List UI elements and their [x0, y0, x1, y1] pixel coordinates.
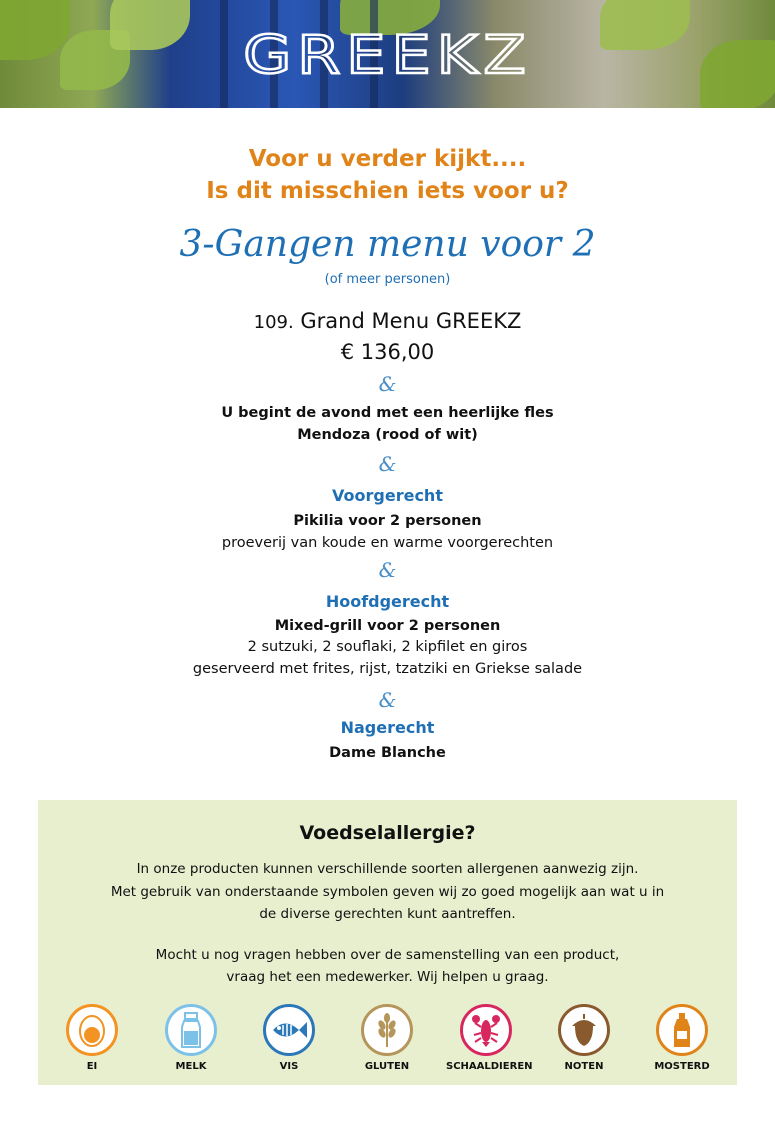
ampersand-divider: & — [378, 688, 397, 712]
main-heading: Hoofdgerecht — [325, 592, 450, 611]
allergen-label: NOTEN — [564, 1061, 604, 1072]
allergy-box — [38, 800, 737, 1085]
intro-line-2: Is dit misschien iets voor u? — [206, 178, 569, 204]
egg-icon — [66, 1004, 118, 1056]
allergen-nuts — [544, 1004, 624, 1072]
menu-subtitle — [0, 272, 775, 287]
milk-icon — [165, 1004, 217, 1056]
menu-name: Grand Menu GREEKZ — [300, 309, 522, 333]
ampersand-divider: & — [378, 372, 397, 396]
allergy-text-line: de diverse gerechten kunt aantreffen. — [259, 906, 516, 922]
allergen-label: MOSTERD — [654, 1061, 710, 1072]
ampersand-divider: & — [378, 558, 397, 582]
main-description-2: geserveerd met frites, rijst, tzatziki en Griekse salade — [192, 661, 583, 677]
allergen-egg — [52, 1004, 132, 1072]
fish-icon — [263, 1004, 315, 1056]
allergen-milk — [151, 1004, 231, 1072]
allergen-label: GLUTEN — [364, 1061, 410, 1072]
menu-number: 109. — [253, 312, 294, 333]
main-dish: Mixed-grill voor 2 personen — [274, 618, 501, 634]
allergy-text-line: vraag het een medewerker. Wij helpen u graag. — [226, 969, 549, 985]
allergen-fish — [249, 1004, 329, 1072]
starter-heading: Voorgerecht — [332, 486, 443, 505]
allergen-label: MELK — [175, 1061, 207, 1072]
brand-logo: GREEKZ — [243, 23, 532, 86]
main-description-1: 2 sutzuki, 2 souflaki, 2 kipfilet en giros — [247, 639, 528, 655]
allergen-mustard — [642, 1004, 722, 1072]
wine-line-1: U begint de avond met een heerlijke fles — [221, 405, 554, 421]
allergen-shellfish — [446, 1004, 533, 1072]
starter-description: proeverij van koude en warme voorgerechten — [221, 535, 554, 551]
intro-line-1: Voor u verder kijkt.... — [248, 146, 527, 172]
allergy-text-line: Met gebruik van onderstaande symbolen geven wij zo goed mogelijk aan wat u in — [110, 884, 665, 900]
allergen-gluten — [347, 1004, 427, 1072]
allergy-text-line: Mocht u nog vragen hebben over de samenstelling van een product, — [155, 947, 620, 963]
allergen-label: SCHAALDIEREN — [446, 1061, 533, 1072]
menu-title: 3-Gangen menu voor 2 — [179, 224, 596, 265]
allergen-label: VIS — [279, 1061, 299, 1072]
acorn-icon — [558, 1004, 610, 1056]
mustard-icon — [656, 1004, 708, 1056]
wine-line-2: Mendoza (rood of wit) — [297, 427, 478, 443]
menu-price: € 136,00 — [340, 340, 435, 364]
allergy-title: Voedselallergie? — [299, 822, 476, 844]
starter-dish: Pikilia voor 2 personen — [293, 513, 482, 529]
dessert-dish: Dame Blanche — [329, 745, 446, 761]
menu-subtitle-text: (of meer personen) — [324, 272, 451, 287]
menu-name-line — [0, 309, 775, 333]
ampersand-divider: & — [378, 452, 397, 476]
wheat-icon — [361, 1004, 413, 1056]
dessert-heading: Nagerecht — [340, 718, 435, 737]
allergen-label: EI — [86, 1061, 98, 1072]
allergy-text-line: In onze producten kunnen verschillende soorten allergenen aanwezig zijn. — [136, 861, 639, 877]
lobster-icon — [460, 1004, 512, 1056]
header-banner — [0, 0, 775, 108]
